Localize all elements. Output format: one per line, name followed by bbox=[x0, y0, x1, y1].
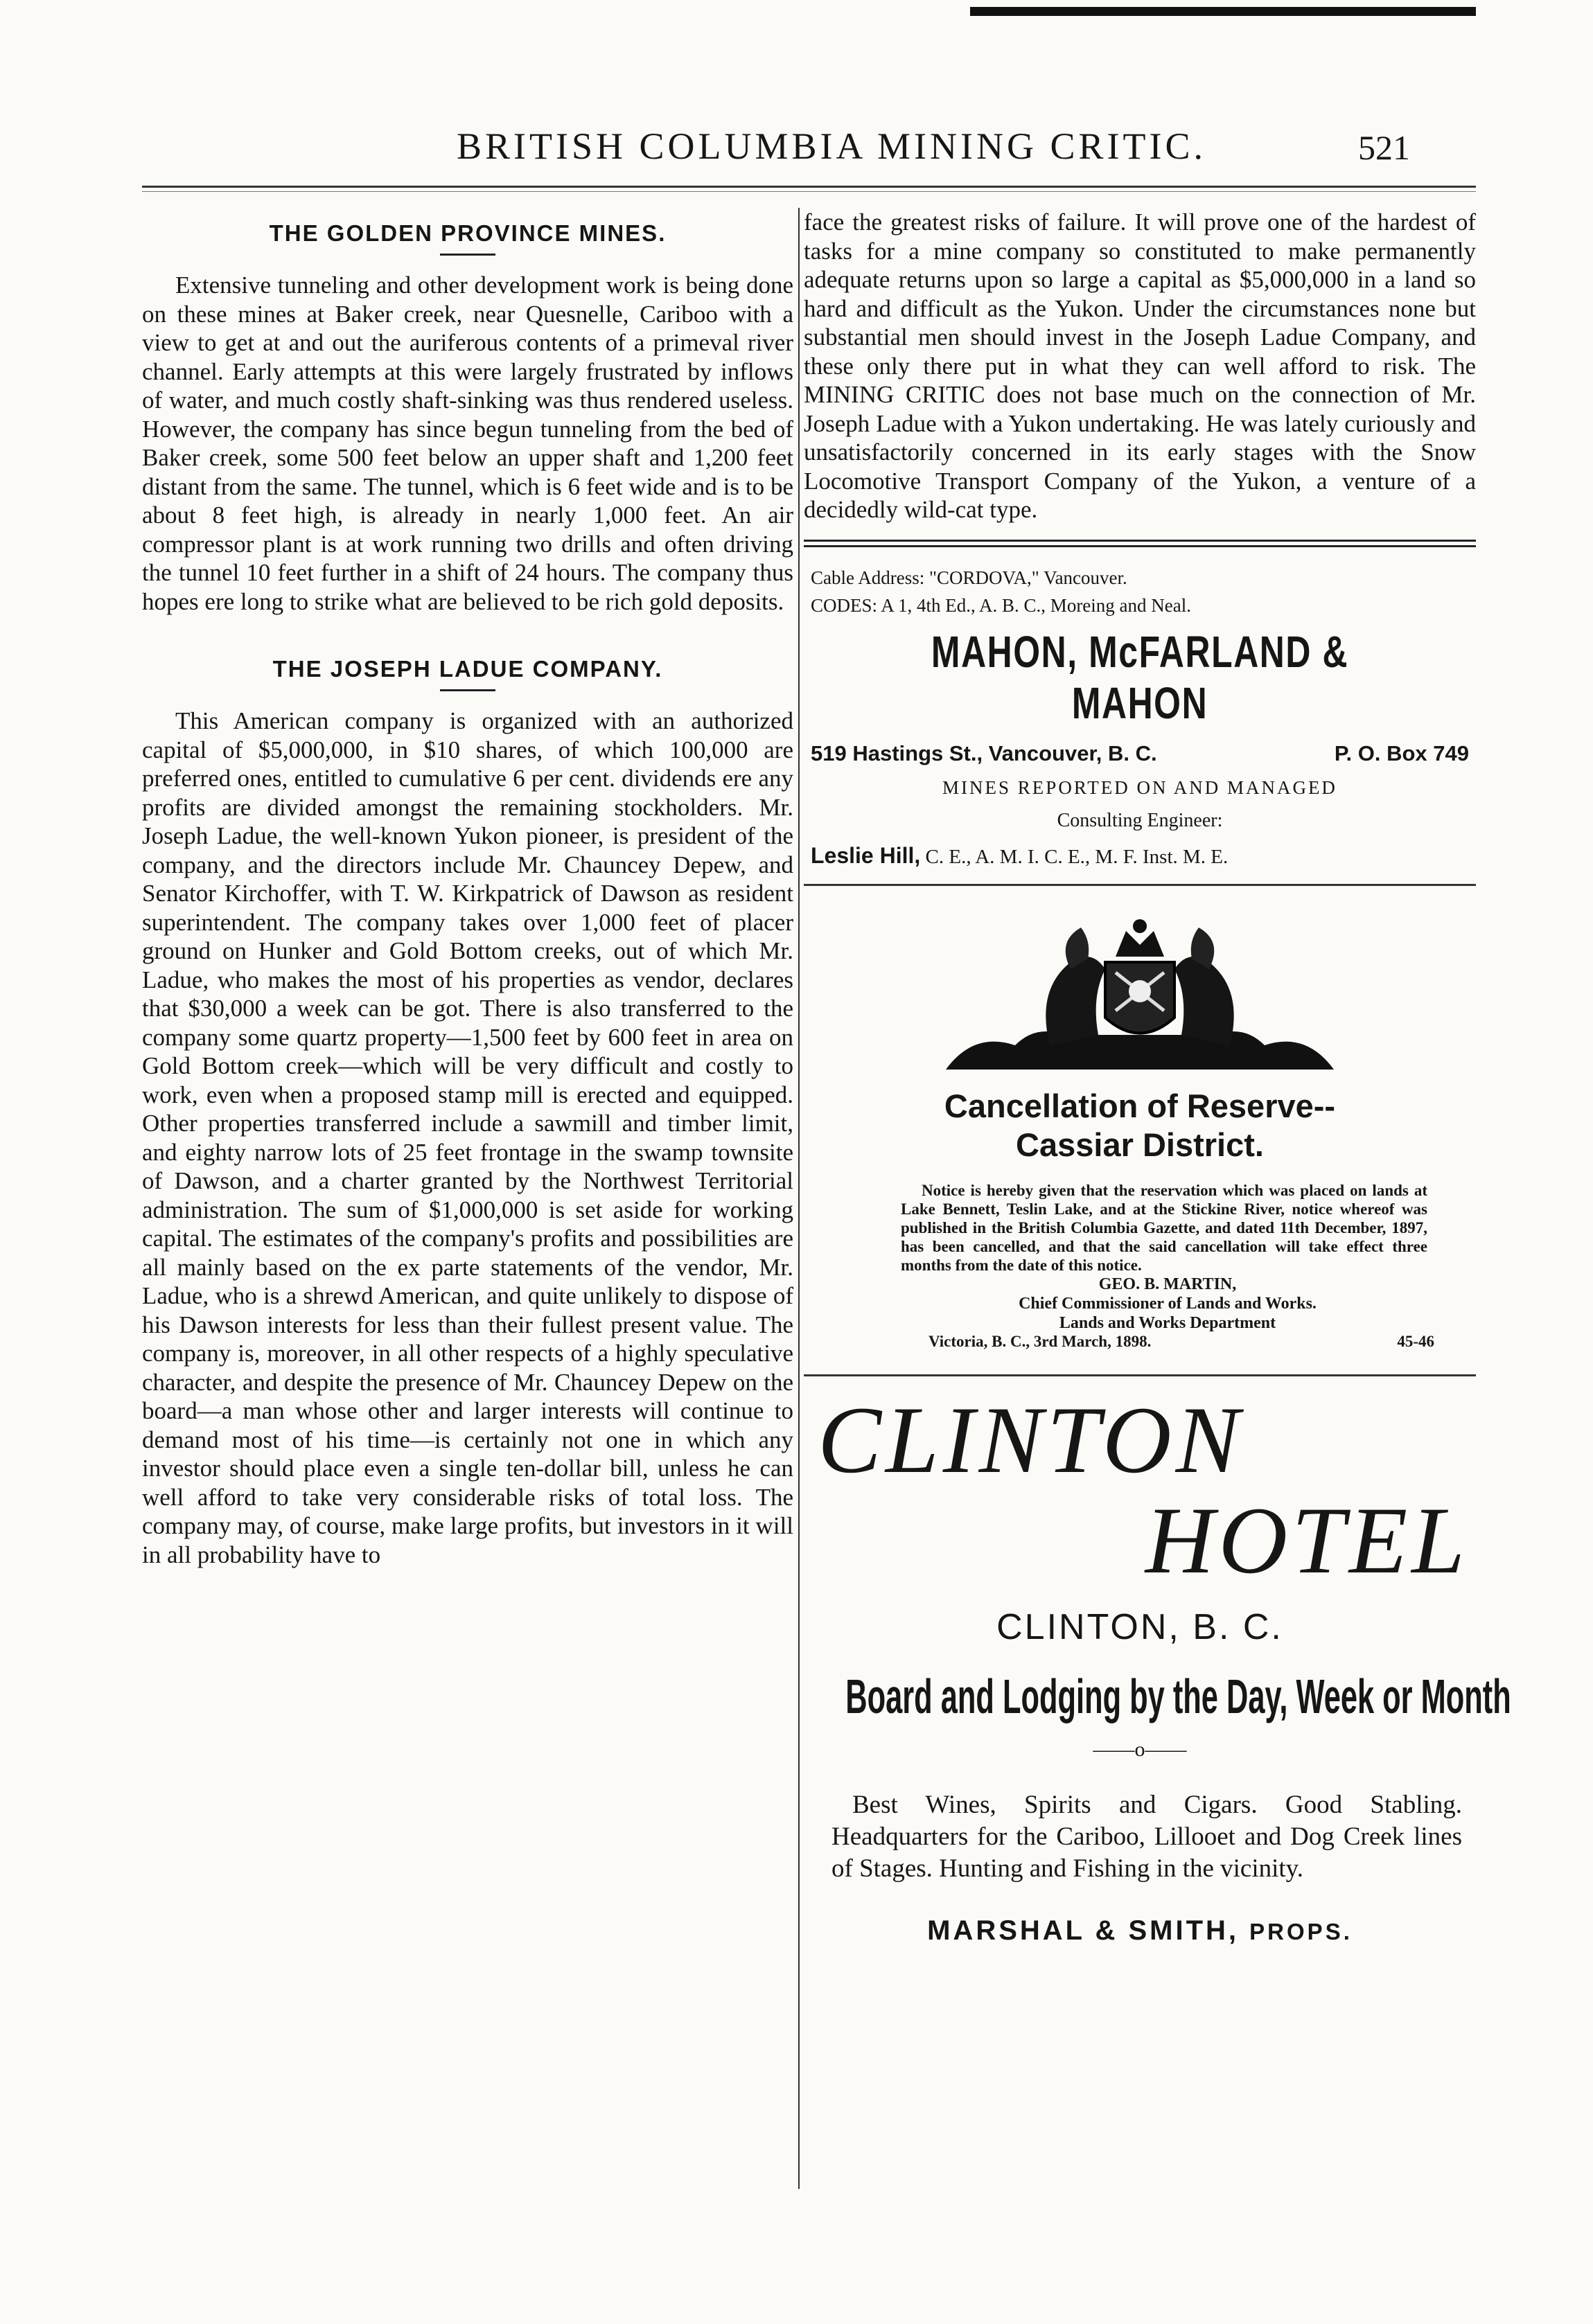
cancellation-title-line2: Cassiar District. bbox=[1016, 1126, 1264, 1163]
header-rule bbox=[142, 186, 1476, 188]
proprietors: MARSHAL & SMITH, bbox=[927, 1915, 1240, 1946]
hotel-location: CLINTON, B. C. bbox=[996, 1606, 1283, 1647]
cancellation-title-line1: Cancellation of Reserve-- bbox=[944, 1087, 1336, 1124]
props-label: PROPS. bbox=[1249, 1918, 1353, 1944]
coat-of-arms-icon bbox=[932, 914, 1348, 1080]
article-paragraph: Extensive tunneling and other development work is being done on these mines at Baker creek, near Quesnelle, Cariboo with a view to get at and out the auriferous contents of a primeval river channel. Early attempts at this were largely frustrated by inflows of water, and much costly shaft-sinking was thus rendered useless. However, the company has since begun tunneling from the bed of Baker creek, some 500 feet below an upper shaft and 1,200 feet distant from the same. The tunnel, which is 6 feet wide and is to be about 8 feet high, is already in nearly 1,000 feet. An air compressor plant is at work running two drills and often driving the tunnel 10 feet further in a shift of 24 hours. The company thus hopes ere long to strike what are believed to be rich gold deposits. bbox=[142, 272, 793, 615]
hotel-tagline: Board and Lodging by the Day, Week or Month bbox=[845, 1669, 1511, 1723]
top-edge-bar bbox=[970, 7, 1476, 16]
left-column bbox=[142, 208, 793, 1569]
cancellation-notice bbox=[804, 1087, 1476, 1351]
page-number: 521 bbox=[1358, 128, 1410, 167]
office-title: Chief Commissioner of Lands and Works. bbox=[1019, 1294, 1317, 1313]
column-divider bbox=[798, 208, 800, 2189]
mahon-advertisement bbox=[804, 564, 1476, 869]
ad-divider bbox=[804, 884, 1476, 886]
clinton-hotel-advertisement bbox=[804, 1386, 1511, 1946]
running-title: BRITISH COLUMBIA MINING CRITIC. bbox=[456, 125, 1207, 167]
article-paragraph: This American company is organized with an authorized capital of $5,000,000, in $10 shares, of which 100,000 are preferred ones, entitled to cumulative 6 per cent. dividends ere any profits are divided amongst the remaining stockholders. Mr. Joseph Ladue, the well-known Yukon pioneer, is president of the company, and the directors include Mr. Chauncey Depew, and Senator Kirchoffer, with T. W. Kirkpatrick of Dawson as resident superintendent. The company takes over 1,000 feet of placer ground on Hunker and Gold Bottom creeks, out of which Mr. Ladue, who makes the most of his properties as vendor, declares that $30,000 a week can be got. There is also transferred to the company some quartz property—1,500 feet by 600 feet in area on Gold Bottom creek—which will be very difficult and costly to work, even when a proposed stamp mill is erected and equipped. Other properties transferred include a sawmill and timber limit, and eighty narrow lots of 25 feet frontage in the swamp townsite of Dawson, and a charter granted by the Northwest Territorial administration. The sum of $1,000,000 is set aside for working capital. The estimates of the company's profits and possibilities are all mainly based on the ex parte statements of the vendor, Mr. Ladue, who is a shrewd American, and quite unlikely to dispose of his Dawson interests for less than their fullest present value. The company is, moreover, in all other respects of a highly speculative character, and despite the presence of Mr. Chauncey Depew on the board—a man whose other and larger interests will continue to demand most of his time—is certainly not one in which any investor should place even a single ten-dollar bill, unless he can well afford to take very considerable risks of total loss. The company may, of course, make large profits, but investors in it will in all probability have to bbox=[142, 707, 793, 1568]
mines-reported: MINES REPORTED ON AND MANAGED bbox=[942, 777, 1337, 798]
article-title-joseph-ladue: THE JOSEPH LADUE COMPANY. bbox=[272, 656, 663, 682]
place-date-row bbox=[928, 1333, 1434, 1351]
hotel-name-line1: CLINTON bbox=[818, 1386, 1244, 1493]
po-box: P. O. Box 749 bbox=[1334, 740, 1469, 765]
section-divider bbox=[804, 540, 1476, 547]
consulting-engineer-label: Consulting Engineer: bbox=[1057, 809, 1223, 831]
title-rule bbox=[440, 689, 495, 691]
department: Lands and Works Department bbox=[1059, 1313, 1276, 1332]
hotel-name-line2: HOTEL bbox=[1145, 1487, 1469, 1593]
signatory: GEO. B. MARTIN, bbox=[1098, 1275, 1237, 1293]
right-column bbox=[804, 208, 1511, 1946]
cable-address: Cable Address: "CORDOVA," Vancouver. bbox=[811, 567, 1127, 588]
street-address: 519 Hastings St., Vancouver, B. C. bbox=[811, 740, 1157, 765]
place-date: Victoria, B. C., 3rd March, 1898. bbox=[928, 1332, 1152, 1350]
article-title-golden-province: THE GOLDEN PROVINCE MINES. bbox=[269, 220, 667, 246]
cancellation-title bbox=[804, 1087, 1476, 1164]
article-continuation: face the greatest risks of failure. It will prove one of the hardest of tasks for a mine company so constituted to make permanently adequate returns upon so large a capital as $5,000,000 in a land so hard and difficult as the Yukon. Under the circumstances none but substantial men should invest in the Joseph Ladue Company, and these only there put in what they can well afford to risk. The MINING CRITIC does not base much on the connection of Mr. Joseph Ladue with a Yukon undertaking. He was lately curiously and unsatisfactorily concerned in its early stages with the Snow Locomotive Transport Company of the Yukon, a venture of a decidedly wild-cat type. bbox=[804, 209, 1476, 523]
header-rule-thin bbox=[142, 191, 1476, 192]
notice-ref: 45-46 bbox=[1397, 1332, 1434, 1350]
codes-line: CODES: A 1, 4th Ed., A. B. C., Moreing and Neal. bbox=[811, 594, 1191, 616]
hotel-description: Best Wines, Spirits and Cigars. Good Stabling. Headquarters for the Cariboo, Lillooet and Dog Creek lines of Stages. Hunting and Fishing in the vicinity. bbox=[831, 1790, 1462, 1883]
proprietors-line bbox=[804, 1915, 1476, 1946]
firm-name: MAHON, McFARLAND & MAHON bbox=[931, 626, 1349, 728]
ornament-divider: ——o—— bbox=[1093, 1737, 1187, 1761]
engineer-name: Leslie Hill, bbox=[811, 842, 921, 868]
engineer-titles: C. E., A. M. I. C. E., M. F. Inst. M. E. bbox=[925, 845, 1229, 868]
ad-divider bbox=[804, 1374, 1476, 1376]
address-row bbox=[811, 741, 1469, 766]
notice-text: Notice is hereby given that the reservation which was placed on lands at Lake Bennett, Teslin Lake, and at the Stickine River, notice whereof was published in the British Columbia Gazette, and dated 11th December, 1897, has been cancelled, and that the said cancellation will take effect three months from the date of this notice. bbox=[901, 1181, 1427, 1274]
title-rule bbox=[440, 254, 495, 256]
engineer-line bbox=[811, 843, 1469, 869]
page-header bbox=[0, 125, 1593, 180]
